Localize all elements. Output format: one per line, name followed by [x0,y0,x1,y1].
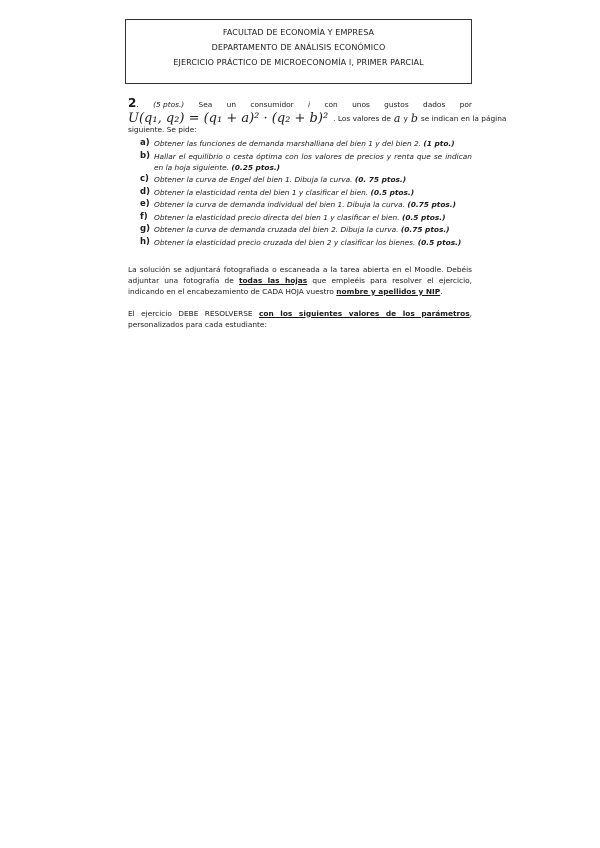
values-text-2: se indican en la página [420,114,507,123]
item-description: Obtener la elasticidad renta del bien 1 y clasificar el bien. [154,187,369,197]
exercise-content [128,96,507,330]
item-text [154,151,472,173]
list-item [140,224,472,235]
item-points: (0.25 ptos.) [231,162,281,172]
item-label: c) [140,174,149,184]
parameters-emphasis: con los siguientes valores de los parámetros [258,308,470,318]
item-description: Hallar el equilibrio o cesta óptima con los valores de precios y renta que se indican en la hoja siguiente. [154,151,472,172]
exercise-points: (5 ptos.) [153,100,185,109]
intro-word: consumidor [250,100,294,109]
item-points: (0. 75 ptos.) [354,175,407,184]
list-item [140,212,472,223]
intro-word: por [459,100,472,109]
list-item [140,237,472,248]
conjunction: y [403,114,408,123]
item-label: f) [140,211,148,222]
parameters-text-2: , personalizados para cada estudiante: [128,308,472,329]
item-text [154,199,472,210]
item-points: (0.75 ptos.) [400,225,450,234]
parameters-text: El ejercicio DEBE RESOLVERSE [128,308,253,318]
task-list [128,138,472,248]
intro-word: Sea [198,100,213,109]
item-text [154,212,472,223]
utility-formula-line [128,111,507,126]
item-description: Obtener la elasticidad precio directa del bien 1 y clasificar el bien. [154,212,400,222]
item-label: d) [140,186,150,197]
list-item [140,187,472,198]
intro-word: dados [423,100,446,109]
formula-lhs: U [128,111,139,126]
item-points: (0.75 ptos.) [407,200,456,209]
item-description: Obtener la curva de demanda individual del bien 1. Dibuja la curva. [154,200,405,209]
exercise-number: 2 [128,96,137,110]
list-item [140,151,472,173]
item-description: Obtener la elasticidad precio cruzada del bien 2 y clasificar los bienes. [154,237,416,247]
item-points: (0.5 ptos.) [401,212,446,222]
item-label: g) [140,224,150,234]
item-description: Obtener las funciones de demanda marshalliana del bien 1 y del bien 2. [154,139,422,148]
item-description: Obtener la curva de Engel del bien 1. Dibuja la curva. [154,175,353,184]
utility-function-formula [128,113,328,124]
department-name: DEPARTAMENTO DE ANÁLISIS ECONÓMICO [211,43,386,52]
instructions-text: La solución se adjuntará fotografiada o escaneada a la tarea abierta en el Moodle. Debéis adjuntar una fotografía de [128,264,472,285]
parameters-notice [128,308,472,330]
name-nip-emphasis: nombre y apellidos y NIP [336,286,441,296]
faculty-name: FACULTAD DE ECONOMÍA Y EMPRESA [222,28,375,37]
instructions-period: . [440,286,443,296]
intro-word: un [226,100,237,109]
formula-body: (q₁, q₂) = (q₁ + a)² · (q₂ + b)² [138,111,329,126]
item-points: (0.5 ptos.) [417,237,462,247]
item-label: a) [140,138,150,148]
submission-instructions [128,264,472,297]
intro-word: gustos [384,100,409,109]
all-sheets-emphasis: todas las hojas [238,275,308,285]
item-text [154,187,472,198]
document-header [125,19,472,84]
intro-word: con [324,100,338,109]
item-text [154,174,472,185]
values-text: . Los valores de [333,114,391,123]
intro-word: i [308,100,311,109]
parameter-b: b [410,112,418,125]
item-label: h) [140,236,150,247]
exercise-intro-line: 2. (5 ptos.) Sea un consumidor i con unos gustos dados por [128,96,472,110]
item-points: (0.5 ptos.) [370,187,415,197]
list-item [140,199,472,210]
item-points: (1 pto.) [423,139,455,148]
se-pide-text: siguiente. Se pide: [128,125,197,134]
item-text [154,237,472,248]
parameter-a: a [393,112,401,125]
item-text [154,138,472,149]
item-label: b) [140,150,150,161]
list-item [140,138,472,149]
instructions-text-2: que empleéis para resolver el ejercicio, indicando en el encabezamiento de CADA HOJA vuestro [128,275,472,296]
intro-word: unos [352,100,370,109]
item-label: e) [140,199,150,209]
list-item [140,174,472,185]
exercise-title: EJERCICIO PRÁCTICO DE MICROECONOMÍA I, PRIMER PARCIAL [173,58,424,67]
item-description: Obtener la curva de demanda cruzada del bien 2. Dibuja la curva. [154,225,399,234]
item-text [154,224,472,235]
